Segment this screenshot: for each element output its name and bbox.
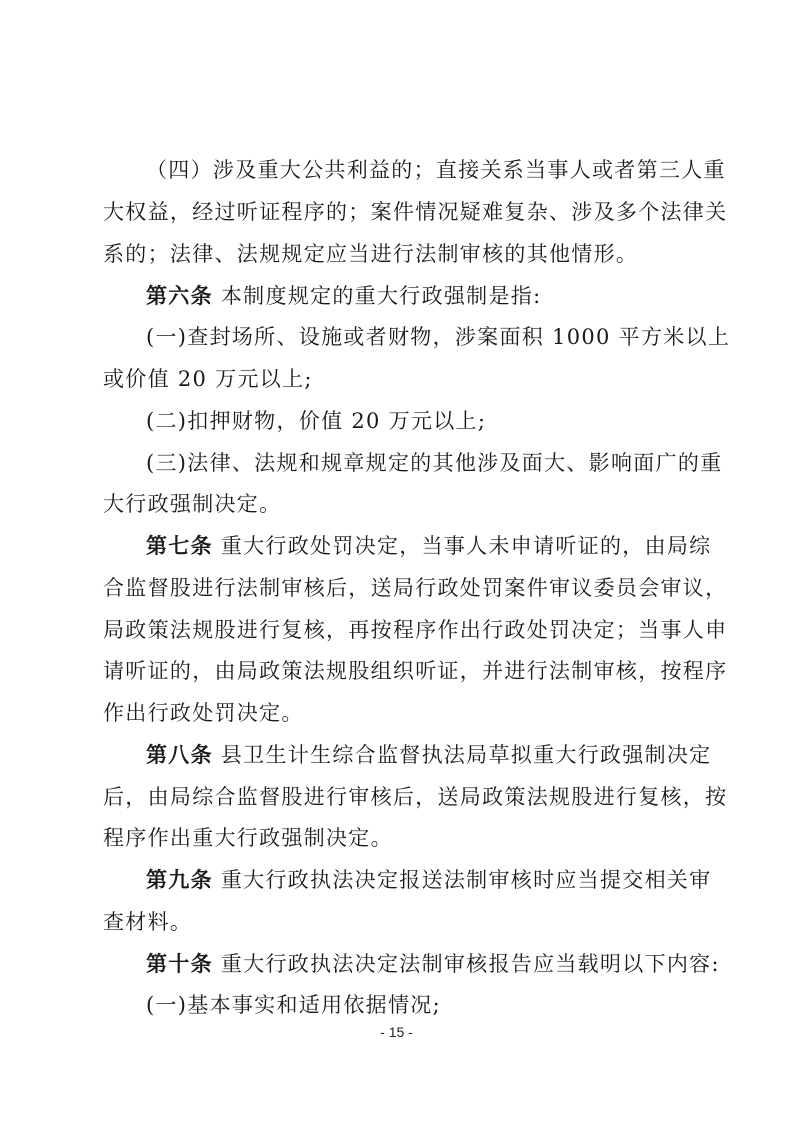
text-line [0, 150, 793, 190]
line-text: 合监督股进行法制审核后，送局行政处罚案件审议委员会审议， [103, 576, 728, 600]
line-text: (二)扣押财物，价值 20 万元以上; [146, 409, 487, 433]
article-line [0, 526, 793, 566]
line-text: 重大行政执法决定法制审核报告应当载明以下内容: [212, 952, 720, 976]
article-heading: 第十条 [146, 951, 213, 976]
line-text: (一)查封场所、设施或者财物，涉案面积 1000 平方米以上 [146, 325, 731, 349]
text-line [0, 317, 793, 357]
line-text: 或价值 20 万元以上; [103, 367, 313, 391]
text-line [0, 985, 793, 1025]
page-number: - 15 - [380, 1024, 413, 1040]
line-text: 大行政强制决定。 [103, 492, 282, 516]
line-text: 重大行政处罚决定，当事人未申请听证的，由局综 [212, 534, 712, 558]
line-text: 本制度规定的重大行政强制是指: [212, 284, 542, 308]
text-line [0, 610, 793, 650]
text-line [0, 651, 793, 691]
text-line [0, 568, 793, 608]
text-line [0, 818, 793, 858]
line-text: 后，由局综合监督股进行审核后，送局政策法规股进行复核，按 [103, 785, 728, 809]
text-line [0, 401, 793, 441]
article-line [0, 276, 793, 316]
line-text: 程序作出重大行政强制决定。 [103, 826, 393, 850]
text-line [0, 234, 793, 274]
article-line [0, 735, 793, 775]
text-line [0, 359, 793, 399]
article-heading: 第七条 [146, 533, 213, 558]
text-line [0, 902, 793, 942]
text-line [0, 192, 793, 232]
line-text: 重大行政执法决定报送法制审核时应当提交相关审 [212, 868, 712, 892]
text-line [0, 443, 793, 483]
line-text: 系的；法律、法规规定应当进行法制审核的其他情形。 [103, 242, 639, 266]
article-heading: 第六条 [146, 283, 213, 308]
text-line [0, 484, 793, 524]
line-text: 作出行政处罚决定。 [103, 701, 304, 725]
line-text: (一)基本事实和适用依据情况; [146, 993, 441, 1017]
line-text: (三)法律、法规和规章规定的其他涉及面大、影响面广的重 [146, 451, 723, 475]
line-text: （四）涉及重大公共利益的；直接关系当事人或者第三人重 [146, 158, 726, 182]
line-text: 请听证的，由局政策法规股组织听证，并进行法制审核，按程序 [103, 659, 728, 683]
text-line [0, 693, 793, 733]
line-text: 局政策法规股进行复核，再按程序作出行政处罚决定；当事人申 [103, 618, 728, 642]
line-text: 大权益，经过听证程序的；案件情况疑难复杂、涉及多个法律关 [103, 200, 728, 224]
text-line [0, 777, 793, 817]
article-heading: 第八条 [146, 742, 213, 767]
line-text: 县卫生计生综合监督执法局草拟重大行政强制决定 [212, 743, 712, 767]
line-text: 查材料。 [103, 910, 193, 934]
article-heading: 第九条 [146, 867, 213, 892]
article-line [0, 944, 793, 984]
article-line [0, 860, 793, 900]
